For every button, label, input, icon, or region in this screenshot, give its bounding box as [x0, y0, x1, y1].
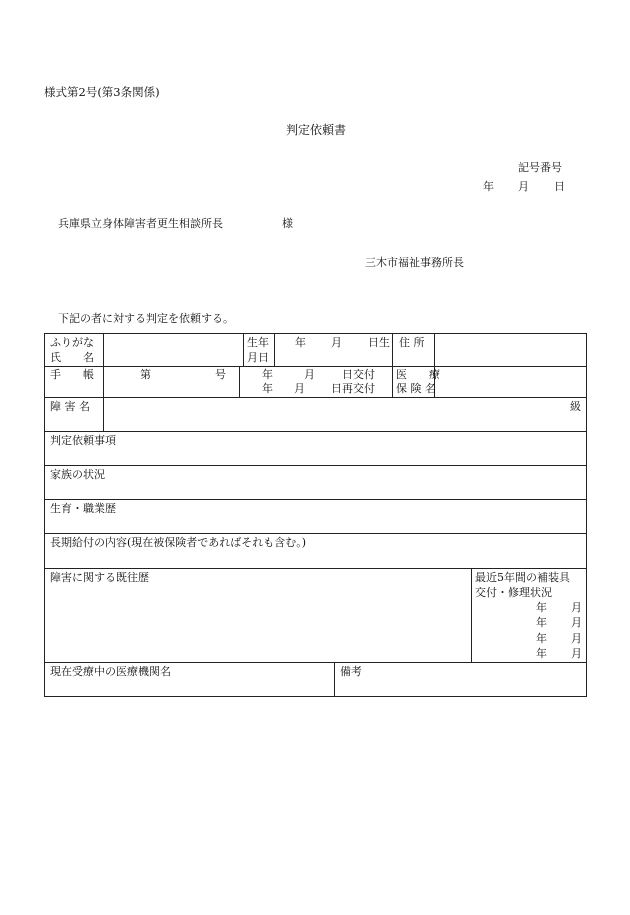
column-divider: [274, 333, 275, 366]
birth-month: 月: [331, 336, 342, 349]
request-items-label: 判定依頼事項: [50, 434, 116, 447]
date-year: 年: [483, 180, 494, 193]
address-label: 住 所: [399, 336, 425, 349]
handbook-label: 手 帳: [50, 368, 94, 381]
equipment-label-2: 交付・修理状況: [475, 586, 552, 599]
birth-label-2: 月日: [247, 351, 269, 364]
medical-label: 医 療: [396, 368, 440, 381]
record-number-label: 記号番号: [518, 161, 562, 174]
birth-label-1: 生年: [247, 336, 269, 349]
disability-name-label: 障 害 名: [50, 400, 90, 413]
date-day: 日: [554, 180, 565, 193]
issue-day: 日交付: [342, 368, 375, 381]
intro-text: 下記の者に対する判定を依頼する。: [58, 312, 234, 325]
sender: 三木市福祉事務所長: [365, 256, 464, 269]
equipment-label-1: 最近5年間の補装具: [475, 571, 570, 584]
equipment-month: 月: [571, 601, 582, 614]
equipment-month: 月: [571, 632, 582, 645]
equipment-year: 年: [536, 616, 547, 629]
column-divider: [471, 568, 472, 662]
equipment-year: 年: [536, 632, 547, 645]
row-divider: [44, 465, 587, 466]
row-divider: [44, 533, 587, 534]
row-divider: [44, 499, 587, 500]
form-border-top: [44, 333, 587, 334]
remarks-label: 備考: [340, 665, 362, 678]
reissue-day: 日再交付: [331, 382, 375, 395]
column-divider: [239, 366, 240, 397]
birth-day: 日生: [368, 336, 390, 349]
family-status-label: 家族の状況: [50, 468, 105, 481]
column-divider: [103, 333, 104, 431]
form-border-right: [586, 333, 587, 697]
honorific: 様: [282, 217, 293, 230]
form-number: 様式第2号(第3条関係): [44, 85, 160, 99]
reissue-year: 年: [262, 382, 273, 395]
equipment-month: 月: [571, 647, 582, 660]
equipment-month: 月: [571, 616, 582, 629]
addressee: 兵庫県立身体障害者更生相談所長: [58, 217, 223, 230]
disability-history-label: 障害に関する既往歴: [50, 571, 149, 584]
name-label: 氏 名: [50, 351, 94, 364]
handbook-dai: 第: [140, 368, 151, 381]
equipment-year: 年: [536, 647, 547, 660]
furigana-label: ふりがな: [50, 336, 94, 349]
row-divider: [44, 366, 587, 367]
career-history-label: 生育・職業歴: [50, 502, 116, 515]
issue-month: 月: [304, 368, 315, 381]
column-divider: [334, 662, 335, 696]
handbook-go: 号: [215, 368, 226, 381]
insurance-label: 保 険 名: [396, 382, 436, 395]
request-form-table: [44, 333, 587, 697]
column-divider: [392, 333, 393, 397]
form-border-bottom: [44, 696, 587, 697]
row-divider: [44, 397, 587, 398]
column-divider: [243, 333, 244, 366]
document-title: 判定依頼書: [286, 123, 347, 137]
form-border-left: [44, 333, 45, 697]
reissue-month: 月: [294, 382, 305, 395]
date-month: 月: [518, 180, 529, 193]
row-divider: [44, 431, 587, 432]
row-divider: [44, 662, 587, 663]
grade-label: 級: [570, 400, 581, 413]
row-divider: [44, 568, 587, 569]
equipment-year: 年: [536, 601, 547, 614]
birth-year: 年: [295, 336, 306, 349]
issue-year: 年: [262, 368, 273, 381]
current-medical-institution-label: 現在受療中の医療機関名: [50, 665, 171, 678]
long-term-benefit-label: 長期給付の内容(現在被保険者であればそれも含む。): [50, 536, 307, 549]
